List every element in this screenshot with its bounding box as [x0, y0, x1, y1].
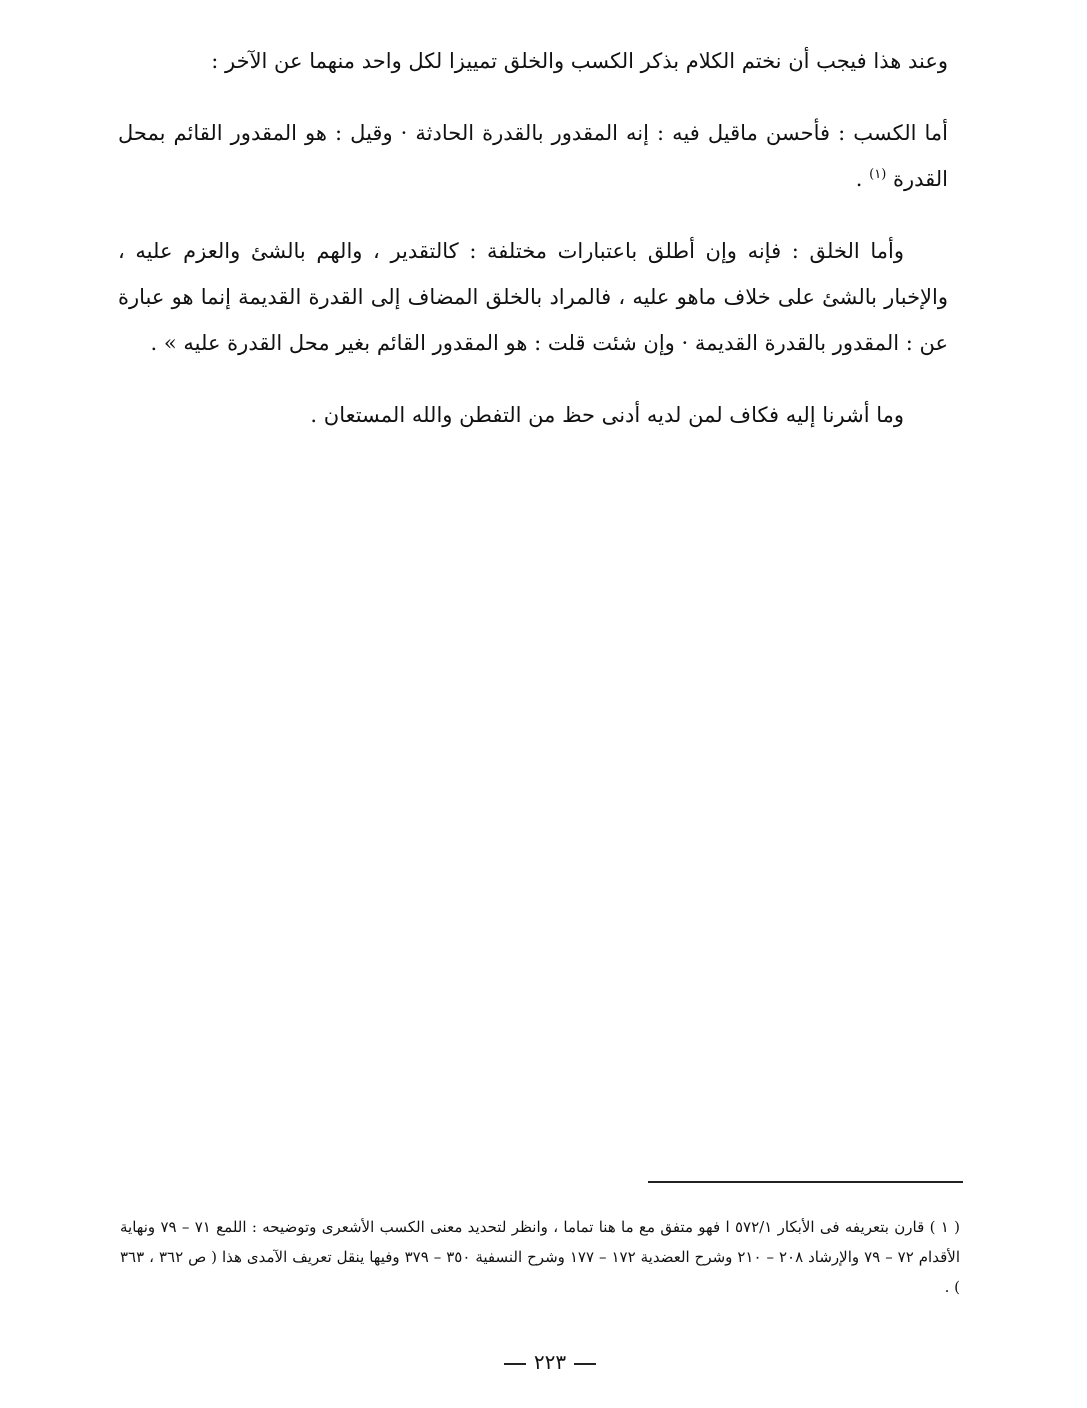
main-text — [118, 38, 948, 464]
page-number-dash-left — [574, 1363, 596, 1365]
paragraph-kasb-end: . — [855, 167, 870, 191]
footnote-text: ( ١ ) قارن بتعريفه فى الأبكار ٥٧٢/١ ا فهو متفق مع ما هنا تماما ، وانظر لتحديد معنى الكسب الأشعرى وتوضيحه : اللمع ٧١ – ٧٩ ونهاية الأقدام ٧٢ – ٧٩ والإرشاد ٢٠٨ – ٢١٠ وشرح العضدية ١٧٢ – ١٧٧ وشرح النسفية ٣٥٠ – ٣٧٩ وفيها ينقل تعريف الآمدى هذا ( ص ٣٦٢ ، ٣٦٣ ) . — [120, 1218, 960, 1296]
page-number — [460, 1350, 640, 1374]
paragraph-closing: وما أشرنا إليه فكاف لمن لديه أدنى حظ من التفطن والله المستعان . — [310, 403, 904, 427]
page-number-dash-right — [504, 1363, 526, 1365]
footnote — [120, 1212, 960, 1302]
paragraph-intro: وعند هذا فيجب أن نختم الكلام بذكر الكسب والخلق تمييزا لكل واحد منهما عن الآخر : — [211, 49, 948, 73]
paragraph-kasb-text: أما الكسب : فأحسن ماقيل فيه : إنه المقدور بالقدرة الحادثة · وقيل : هو المقدور القائم بمحل القدرة — [118, 121, 948, 191]
footnote-divider — [648, 1181, 963, 1183]
paragraph-khalq: وأما الخلق : فإنه وإن أطلق باعتبارات مختلفة : كالتقدير ، والهم بالشئ والعزم عليه ، والإخبار بالشئ على خلاف ماهو عليه ، فالمراد بالخلق المضاف إلى القدرة القديمة إنما هو عبارة عن : المقدور بالقدرة القديمة · وإن شئت قلت : هو المقدور القائم بغير محل القدرة عليه » . — [118, 239, 948, 355]
paragraph-kasb — [118, 110, 948, 202]
footnote-reference: (١) — [869, 167, 887, 182]
page-number-value: ٢٢٣ — [533, 1350, 567, 1374]
